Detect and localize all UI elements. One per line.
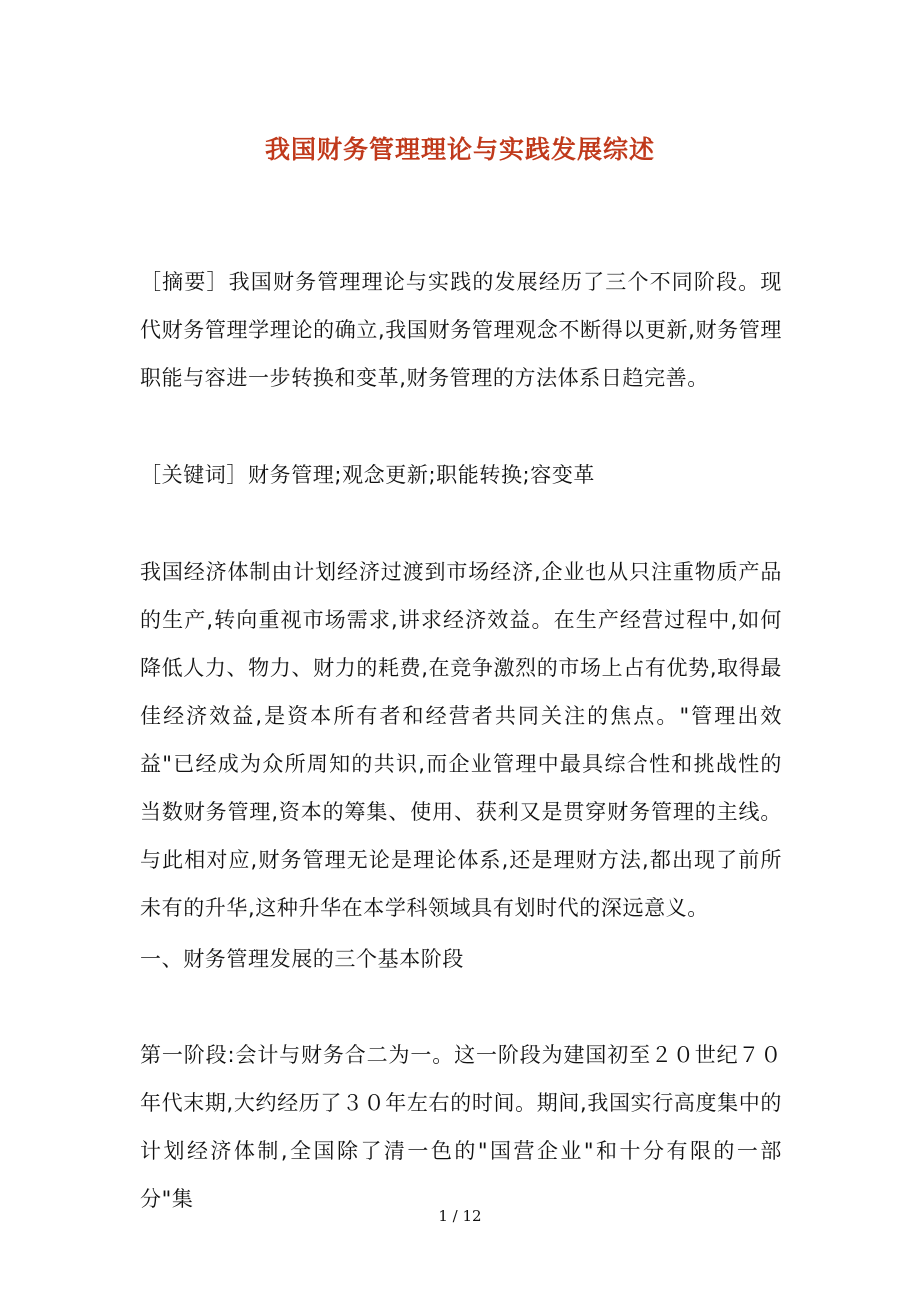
stage1-block — [140, 1031, 782, 1223]
intro-block — [140, 548, 782, 932]
keywords-block — [140, 451, 782, 499]
abstract-paragraph: ［摘要］我国财务管理理论与实践的发展经历了三个不同阶段。现代财务管理学理论的确立,我国财务管理观念不断得以更新,财务管理职能与容进一步转换和变革,财务管理的方法体系日趋完善。 — [140, 270, 782, 390]
keywords-paragraph: ［关键词］财务管理;观念更新;职能转换;容变革 — [140, 463, 596, 487]
intro-paragraph: 我国经济体制由计划经济过渡到市场经济,企业也从只注重物质产品的生产,转向重视市场需求,讲求经济效益。在生产经营过程中,如何降低人力、物力、财力的耗费,在竞争激烈的市场上占有优势,取得最佳经济效益,是资本所有者和经营者共同关注的焦点。"管理出效益"已经成为众所周知的共识,而企业管理中最具综合性和挑战性的当数财务管理,资本的筹集、使用、获利又是贯穿财务管理的主线。与此相对应,财务管理无论是理论体系,还是理财方法,都出现了前所未有的升华,这种升华在本学科领域具有划时代的深远意义。 — [140, 560, 782, 920]
section-heading: 一、财务管理发展的三个基本阶段 — [140, 947, 464, 971]
abstract-block — [140, 258, 782, 402]
stage1-paragraph: 第一阶段:会计与财务合二为一。这一阶段为建国初至２０世纪７０年代末期,大约经历了３０年左右的时间。期间,我国实行高度集中的计划经济体制,全国除了清一色的"国营企业"和十分有限的一部分"集 — [140, 1043, 782, 1211]
page-number: 1 / 12 — [438, 1207, 482, 1225]
document-title: 我国财务管理理论与实践发展综述 — [264, 135, 655, 164]
section-heading-block — [140, 935, 782, 983]
